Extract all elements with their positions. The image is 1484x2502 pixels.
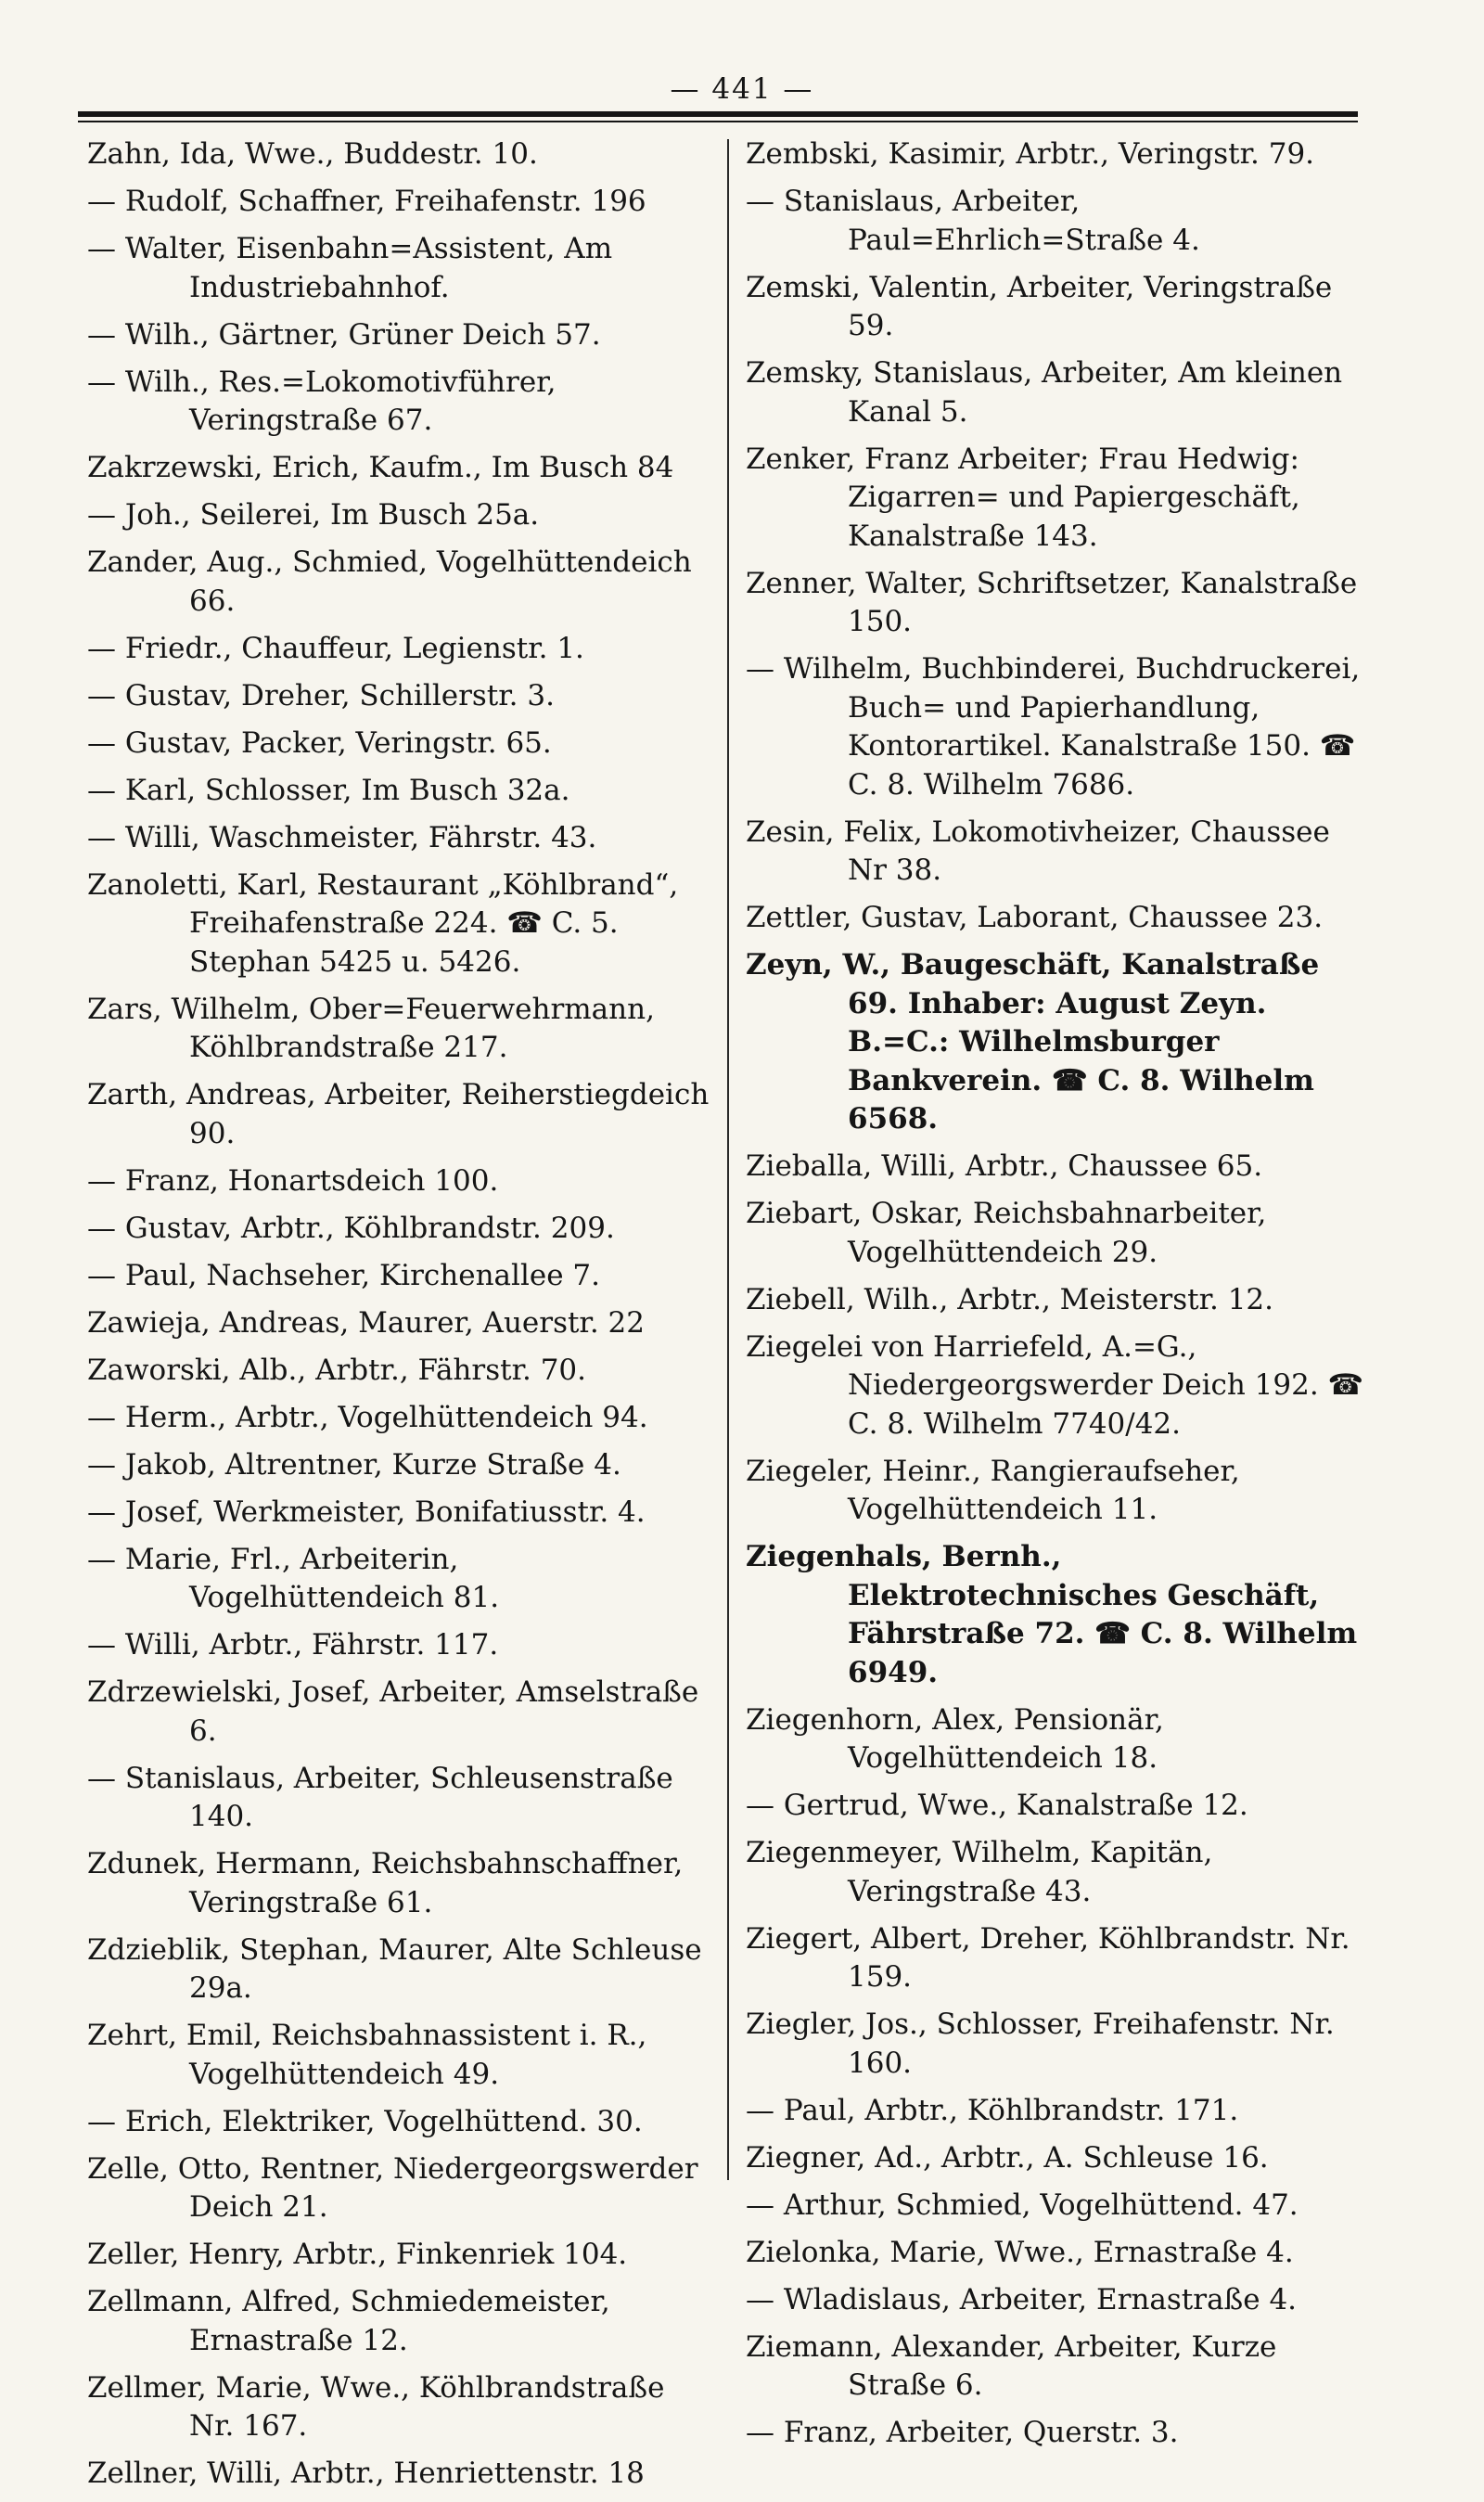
directory-entry: Ziegenhals, Bernh., Elektrotechnisches Geschäft, Fährstraße 72. ☎ C. 8. Wilhelm 6949. [746,1540,1358,1689]
directory-entry: Zieballa, Willi, Arbtr., Chaussee 65. [746,1149,1263,1183]
directory-entry: Zesin, Felix, Lokomotivheizer, Chaussee Nr 38. [746,815,1330,887]
page-number: — 441 — [670,72,814,106]
directory-entry: Ziebell, Wilh., Arbtr., Meisterstr. 12. [746,1282,1274,1316]
directory-entry: — Gustav, Arbtr., Köhlbrandstr. 209. [87,1211,615,1245]
directory-entry: — Willi, Arbtr., Fährstr. 117. [87,1628,499,1662]
directory-entry: Zars, Wilhelm, Ober=Feuerwehrmann, Köhlbrandstraße 217. [87,992,655,1064]
directory-entry: Zaworski, Alb., Arbtr., Fährstr. 70. [87,1353,587,1387]
right-column [746,135,1376,2461]
directory-entry: Zakrzewski, Erich, Kaufm., Im Busch 84 [87,451,674,484]
directory-entry: — Karl, Schlosser, Im Busch 32a. [87,773,570,807]
directory-entry: Zemski, Valentin, Arbeiter, Veringstraße 59. [746,270,1333,342]
directory-entry: Ziebart, Oskar, Reichsbahnarbeiter, Vogelhüttendeich 29. [746,1197,1267,1269]
directory-entry: — Rudolf, Schaffner, Freihafenstr. 196 [87,185,646,218]
directory-entry: — Friedr., Chauffeur, Legienstr. 1. [87,631,584,665]
header-rule-thin [78,121,1358,122]
directory-entry: — Gustav, Dreher, Schillerstr. 3. [87,678,555,712]
directory-entry: — Jakob, Altrentner, Kurze Straße 4. [87,1447,621,1482]
directory-entry: — Arthur, Schmied, Vogelhüttend. 47. [746,2188,1298,2222]
directory-entry: Zanoletti, Karl, Restaurant „Köhlbrand“, Freihafenstraße 224. ☎ C. 5. Stephan 5425 u. 5426. [87,867,679,979]
directory-entry: Zemsky, Stanislaus, Arbeiter, Am kleinen Kanal 5. [746,356,1343,429]
directory-entry: — Gertrud, Wwe., Kanalstraße 12. [746,1789,1248,1822]
directory-entry: Zdrzewielski, Josef, Arbeiter, Amselstraße 6. [87,1675,699,1748]
directory-entry: Zellmer, Marie, Wwe., Köhlbrandstraße Nr. 167. [87,2370,665,2443]
directory-entry: Ziegelei von Harriefeld, A.=G., Niedergeorgswerder Deich 192. ☎ C. 8. Wilhelm 7740/42. [746,1329,1364,1441]
directory-entry: — Wilh., Gärtner, Grüner Deich 57. [87,317,601,352]
directory-entry: — Walter, Eisenbahn=Assistent, Am Industriebahnhof. [87,232,613,304]
directory-entry: Zelle, Otto, Rentner, Niedergeorgswerder Deich 21. [87,2151,698,2224]
directory-entry: — Erich, Elektriker, Vogelhüttend. 30. [87,2104,643,2138]
directory-entry: Zdunek, Hermann, Reichsbahnschaffner, Veringstraße 61. [87,1847,684,1919]
directory-entry: Ziegeler, Heinr., Rangieraufseher, Vogelhüttendeich 11. [746,1454,1240,1526]
directory-entry: Zdzieblik, Stephan, Maurer, Alte Schleuse 29a. [87,1932,702,2005]
directory-entry: — Franz, Honartsdeich 100. [87,1163,499,1198]
directory-entry: — Paul, Arbtr., Köhlbrandstr. 171. [746,2093,1239,2127]
directory-entry: Zembski, Kasimir, Arbtr., Veringstr. 79. [746,137,1315,171]
directory-entry: Ziegert, Albert, Dreher, Köhlbrandstr. Nr. 159. [746,1921,1350,1994]
directory-entry: — Willi, Waschmeister, Fährstr. 43. [87,820,597,854]
left-column [87,135,718,2502]
directory-entry: Zehrt, Emil, Reichsbahnassistent i. R., Vogelhüttendeich 49. [87,2019,647,2091]
directory-entry: Ziegenmeyer, Wilhelm, Kapitän, Veringstraße 43. [746,1836,1213,1908]
directory-entry: Zielonka, Marie, Wwe., Ernastraße 4. [746,2235,1294,2269]
directory-entry: — Wilhelm, Buchbinderei, Buchdruckerei, Buch= und Papierhandlung, Kontorartikel. Kanalstraße 150. ☎ C. 8. Wilhelm 7686. [746,652,1361,802]
directory-entry: Zenner, Walter, Schriftsetzer, Kanalstraße 150. [746,566,1358,638]
header-rule-thick [78,111,1358,117]
directory-entry: — Wladislaus, Arbeiter, Ernastraße 4. [746,2282,1298,2316]
directory-entry: Zeyn, W., Baugeschäft, Kanalstraße 69. Inhaber: August Zeyn. B.=C.: Wilhelmsburger Bankverein. ☎ C. 8. Wilhelm 6568. [746,948,1320,1136]
directory-entry: Zawieja, Andreas, Maurer, Auerstr. 22 [87,1305,646,1340]
directory-entry: — Wilh., Res.=Lokomotivführer, Veringstraße 67. [87,365,556,437]
directory-entry: Ziegner, Ad., Arbtr., A. Schleuse 16. [746,2140,1269,2175]
directory-entry: — Gustav, Packer, Veringstr. 65. [87,725,552,760]
directory-entry: — Marie, Frl., Arbeiterin, Vogelhüttendeich 81. [87,1542,500,1614]
directory-entry: Zahn, Ida, Wwe., Buddestr. 10. [87,137,538,171]
directory-entry: Zarth, Andreas, Arbeiter, Reiherstiegdeich 90. [87,1078,710,1150]
directory-entry: Zander, Aug., Schmied, Vogelhüttendeich 66. [87,545,692,618]
directory-entry: — Herm., Arbtr., Vogelhüttendeich 94. [87,1400,648,1434]
directory-entry: — Joh., Seilerei, Im Busch 25a. [87,498,540,532]
directory-entry: Zeller, Henry, Arbtr., Finkenriek 104. [87,2238,628,2271]
directory-entry: — Franz, Arbeiter, Querstr. 3. [746,2416,1179,2449]
directory-entry: Zettler, Gustav, Laborant, Chaussee 23. [746,901,1324,934]
directory-entry: Ziemann, Alexander, Arbeiter, Kurze Straße 6. [746,2329,1277,2402]
directory-entry: — Josef, Werkmeister, Bonifatiusstr. 4. [87,1495,646,1529]
directory-entry: Zenker, Franz Arbeiter; Frau Hedwig: Zigarren= und Papiergeschäft, Kanalstraße 143. [746,442,1300,553]
directory-entry: — Stanislaus, Arbeiter, Paul=Ehrlich=Straße 4. [746,185,1200,257]
column-divider [727,139,729,2180]
directory-entry: Zellner, Willi, Arbtr., Henriettenstr. 18 [87,2457,645,2490]
directory-entry: Ziegenhorn, Alex, Pensionär, Vogelhüttendeich 18. [746,1702,1164,1775]
directory-entry: Zellmann, Alfred, Schmiedemeister, Ernastraße 12. [87,2285,610,2357]
directory-entry: Ziegler, Jos., Schlosser, Freihafenstr. Nr. 160. [746,2008,1335,2080]
directory-entry: — Paul, Nachseher, Kirchenallee 7. [87,1258,600,1292]
directory-entry: — Stanislaus, Arbeiter, Schleusenstraße 140. [87,1761,673,1833]
